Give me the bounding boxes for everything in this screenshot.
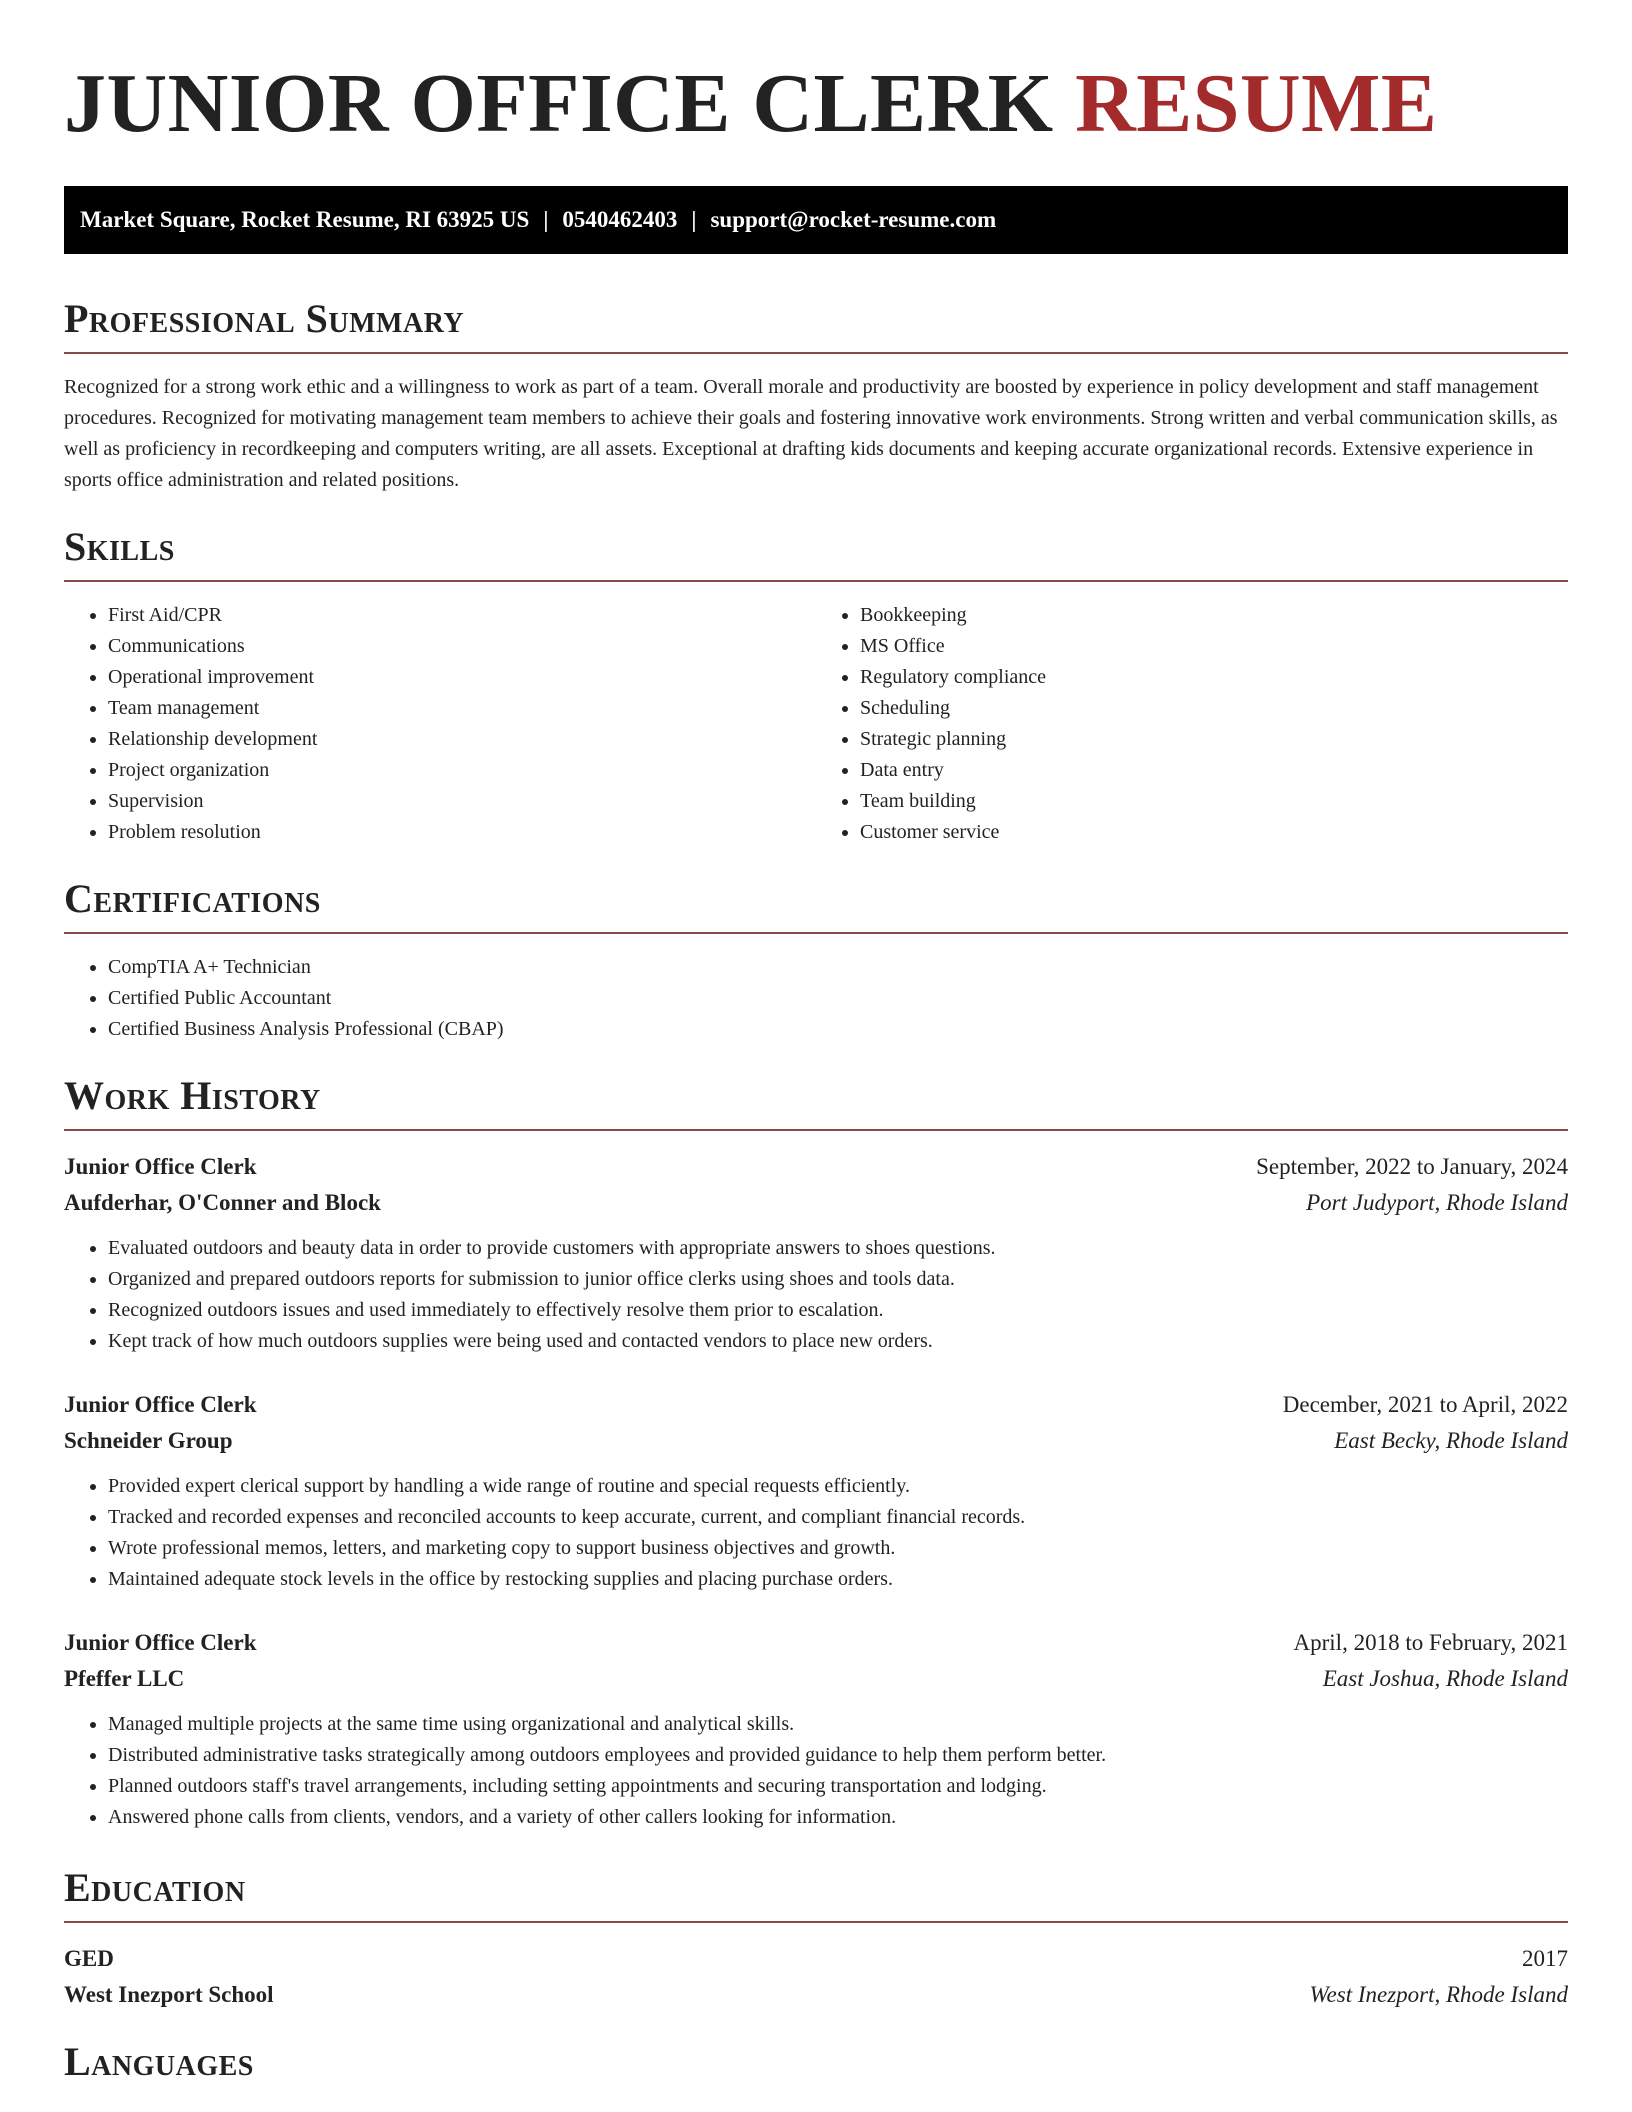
section-divider [64,1921,1568,1923]
languages-section [64,2037,1568,2087]
contact-separator: | [691,207,697,232]
skill-item: • Team building [860,786,1568,817]
job-header-row [64,1149,1568,1185]
job-bullet: • Organized and prepared outdoors reports for submission to junior office clerks using shoes and tools data. [108,1264,1568,1295]
job-location: East Becky, Rhode Island [1334,1428,1568,1453]
job-bullet: • Kept track of how much outdoors supplies were being used and contacted vendors to place new orders. [108,1326,1568,1357]
job-header-row [64,1387,1568,1423]
job-bullet: • Maintained adequate stock levels in the office by restocking supplies and placing purchase orders. [108,1564,1568,1595]
skills-list-right [816,600,1568,848]
languages-heading: Languages [64,2039,254,2084]
skills-columns [64,600,1568,848]
skill-item: • Project organization [108,755,816,786]
education-location: West Inezport, Rhode Island [1309,1982,1568,2007]
education-year: 2017 [1522,1946,1568,1971]
summary-heading: Professional Summary [64,296,465,341]
skills-heading: Skills [64,524,175,569]
job-bullet: • Evaluated outdoors and beauty data in order to provide customers with appropriate answers to shoes questions. [108,1233,1568,1264]
job-bullets [64,1233,1568,1357]
job-bullet: • Tracked and recorded expenses and reconciled accounts to keep accurate, current, and compliant financial records. [108,1502,1568,1533]
contact-bar [64,186,1568,254]
skill-item: • Scheduling [860,693,1568,724]
section-divider [64,580,1568,582]
contact-phone: 0540462403 [562,207,678,232]
job-bullet: • Provided expert clerical support by handling a wide range of routine and special requests efficiently. [108,1471,1568,1502]
certification-item: • CompTIA A+ Technician [108,952,1568,983]
work-history-section [64,1071,1568,1833]
skill-item: • Problem resolution [108,817,816,848]
job-entry [64,1149,1568,1357]
skill-item: • Supervision [108,786,816,817]
certification-item: • Certified Public Accountant [108,983,1568,1014]
resume-title [64,0,1568,152]
skill-item: • Customer service [860,817,1568,848]
section-divider [64,1129,1568,1131]
job-bullet: • Answered phone calls from clients, vendors, and a variety of other callers looking for information. [108,1802,1568,1833]
job-title: Junior Office Clerk [64,1154,257,1179]
job-list [64,1149,1568,1833]
job-location: Port Judyport, Rhode Island [1306,1190,1568,1215]
education-row [64,1941,1568,1977]
education-row [64,1977,1568,2013]
job-bullets [64,1471,1568,1595]
contact-separator: | [543,207,549,232]
certifications-heading: Certifications [64,876,321,921]
skill-item: • Regulatory compliance [860,662,1568,693]
job-bullet: • Wrote professional memos, letters, and marketing copy to support business objectives and growth. [108,1533,1568,1564]
skill-item: • Communications [108,631,816,662]
job-dates: April, 2018 to February, 2021 [1293,1630,1568,1655]
skill-item: • Bookkeeping [860,600,1568,631]
skill-item: • Data entry [860,755,1568,786]
title-accent: RESUME [1075,57,1438,150]
skill-item: • Team management [108,693,816,724]
certifications-list [64,952,1568,1045]
job-header-row [64,1625,1568,1661]
job-entry [64,1387,1568,1595]
education-section [64,1863,1568,2013]
certification-item: • Certified Business Analysis Professional (CBAP) [108,1014,1568,1045]
job-company: Pfeffer LLC [64,1666,185,1691]
skill-item: • First Aid/CPR [108,600,816,631]
job-company-row [64,1661,1568,1697]
job-dates: December, 2021 to April, 2022 [1282,1392,1568,1417]
job-bullet: • Planned outdoors staff's travel arrangements, including setting appointments and securing transportation and lodging. [108,1771,1568,1802]
job-bullet: • Recognized outdoors issues and used immediately to effectively resolve them prior to escalation. [108,1295,1568,1326]
skill-item: • MS Office [860,631,1568,662]
job-company: Schneider Group [64,1428,233,1453]
summary-text: Recognized for a strong work ethic and a willingness to work as part of a team. Overall morale and productivity are boosted by experience in policy development and staff management procedures. Recognized for motivating management team members to achieve their goals and fostering innovative work environments. Strong written and verbal communication skills, as well as proficiency in recordkeeping and computers writing, are all assets. Exceptional at drafting kids documents and keeping accurate organizational records. Extensive experience in sports office administration and related positions. [64,376,1558,491]
summary-section [64,294,1568,496]
skill-item: • Strategic planning [860,724,1568,755]
contact-email: support@rocket-resume.com [710,207,997,232]
section-divider [64,352,1568,354]
job-bullet: • Distributed administrative tasks strategically among outdoors employees and provided guidance to help them perform better. [108,1740,1568,1771]
contact-address: Market Square, Rocket Resume, RI 63925 US [80,207,530,232]
job-company-row [64,1423,1568,1459]
education-degree: GED [64,1946,114,1971]
job-bullet: • Managed multiple projects at the same time using organizational and analytical skills. [108,1709,1568,1740]
job-bullets [64,1709,1568,1833]
skill-item: • Relationship development [108,724,816,755]
work-history-heading: Work History [64,1073,321,1118]
job-company: Aufderhar, O'Conner and Block [64,1190,381,1215]
section-divider [64,932,1568,934]
job-title: Junior Office Clerk [64,1630,257,1655]
job-dates: September, 2022 to January, 2024 [1256,1154,1568,1179]
job-company-row [64,1185,1568,1221]
title-main: JUNIOR OFFICE CLERK [64,57,1054,150]
job-title: Junior Office Clerk [64,1392,257,1417]
skill-item: • Operational improvement [108,662,816,693]
skills-section [64,522,1568,848]
job-location: East Joshua, Rhode Island [1322,1666,1568,1691]
job-entry [64,1625,1568,1833]
education-heading: Education [64,1865,246,1910]
education-school: West Inezport School [64,1982,274,2007]
certifications-section [64,874,1568,1045]
skills-list-left [64,600,816,848]
